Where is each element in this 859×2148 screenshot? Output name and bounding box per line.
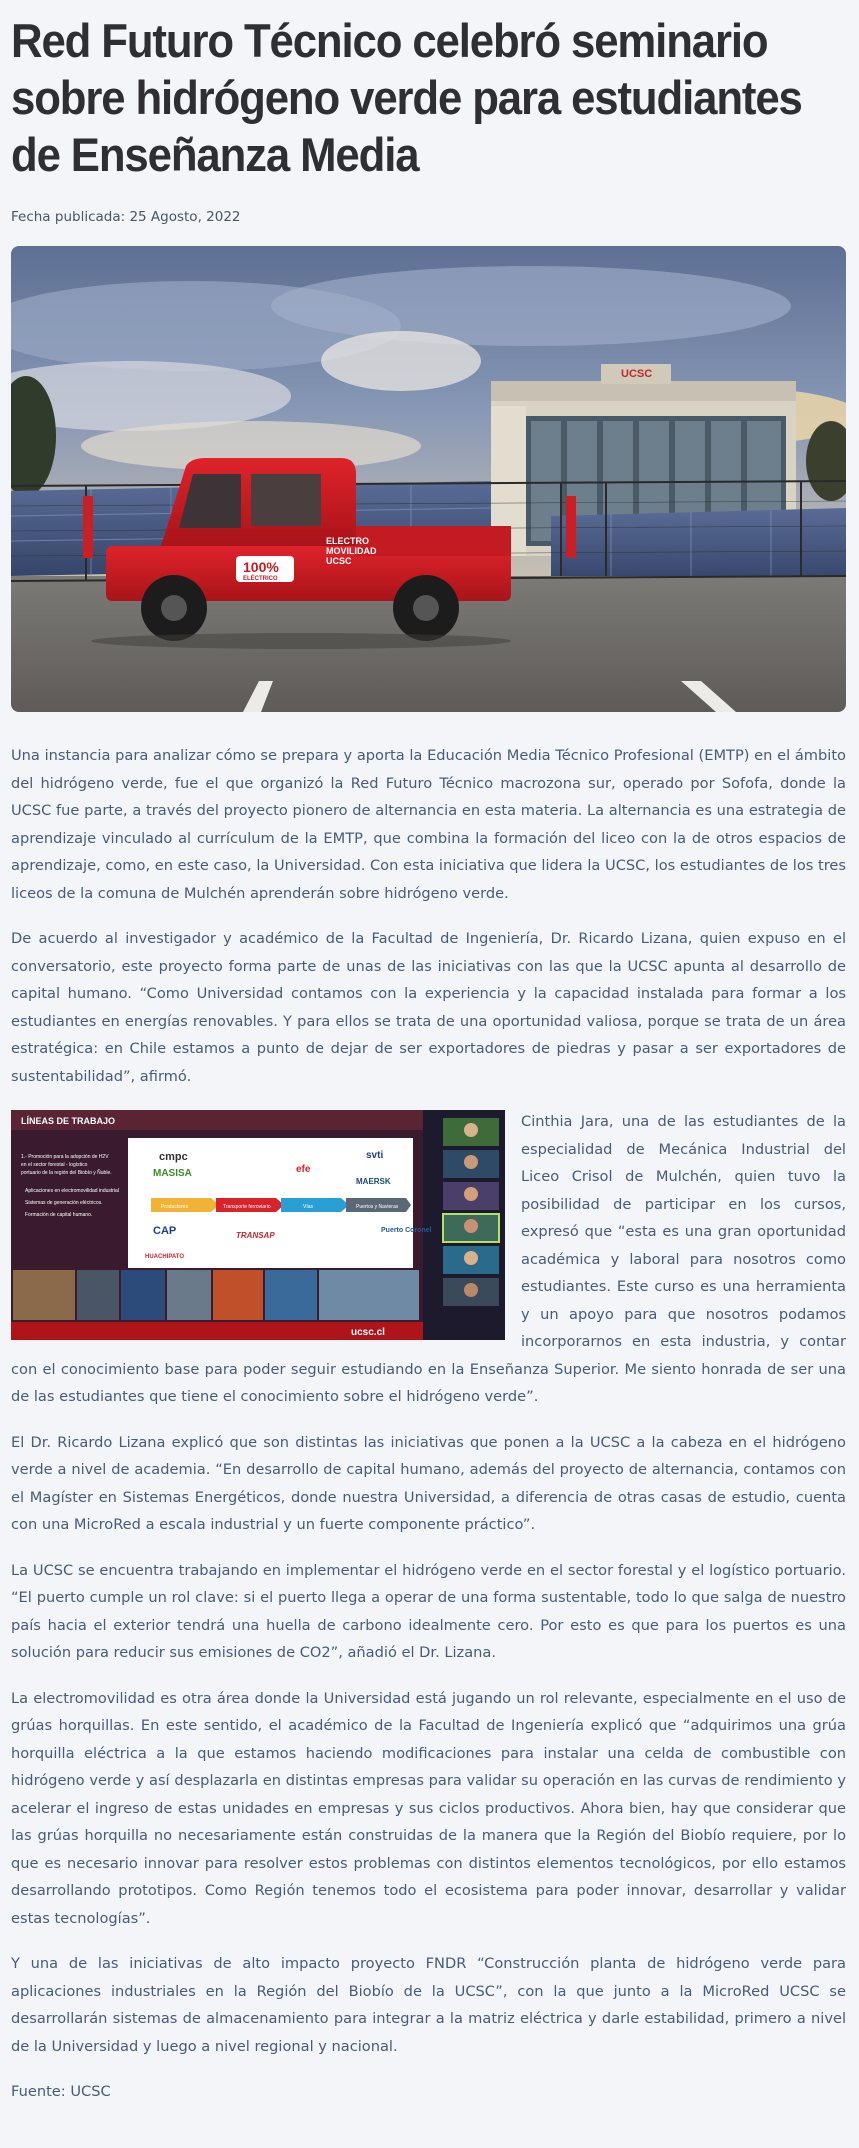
truck-badge-sub: ELÉCTRICO <box>243 576 278 582</box>
slide-title: LÍNEAS DE TRABAJO <box>21 1116 116 1126</box>
logo-cmpc: cmpc <box>159 1151 188 1163</box>
paragraph: Y una de las iniciativas de alto impacto proyecto FNDR “Construcción planta de hidrógeno verde para aplicaciones industriales en la Región del Biobío de la UCSC”, con la que junto a la MicroRed UCSC se desarrollarán sistemas de almacenamiento para integrar a la matriz eléctrica y darle estabilidad, primero a nivel de la Universidad y luego a nivel regional y nacional. <box>11 1955 846 2055</box>
truck-badge: 100% <box>243 559 279 575</box>
webinar-screenshot-image <box>11 1110 505 1340</box>
logo-puerto-coronel: Puerto Coronel <box>381 1227 432 1234</box>
logo-transap: TRANSAP <box>236 1231 275 1240</box>
hero-image <box>11 246 846 712</box>
flow-step-4: Puertos y Navieras <box>356 1204 399 1210</box>
slide-footer-site: ucsc.cl <box>351 1327 385 1338</box>
truck-text-2: MOVILIDAD <box>326 546 377 556</box>
slide-item-1-cont: en el sector forestal - logístico <box>21 1162 88 1168</box>
paragraph: La UCSC se encuentra trabajando en implementar el hidrógeno verde en el sector forestal y el logístico portuario. “El puerto cumple un rol clave: si el puerto llega a operar de una forma sustentable, todo lo que salga de nuestro país hacia el exterior tendrá una huella de carbono idealmente cero. Por esto es que para los puertos es una solución para reducir sus emisiones de CO2”, añadió el Dr. Lizana. <box>11 1561 846 1661</box>
logo-svti: svti <box>366 1150 384 1161</box>
logo-masisa: MASISA <box>153 1168 192 1179</box>
logo-huachipato: HUACHIPATO <box>145 1254 184 1260</box>
article-title: Red Futuro Técnico celebró seminario sobre hidrógeno verde para estudiantes de Enseñanza Media <box>11 14 802 181</box>
logo-cap: CAP <box>153 1225 177 1237</box>
building-sign: UCSC <box>621 368 653 380</box>
slide-bullet-2: Sistemas de generación eléctricos. <box>25 1200 103 1206</box>
slide-item-1-cont2: portuario de la región del Biobío y Ñuble. <box>21 1170 112 1176</box>
logo-efe: efe <box>296 1164 311 1175</box>
slide-bullet-1: Aplicaciones en electromovilidad industrial <box>25 1188 119 1194</box>
flow-step-1: Productores <box>161 1204 188 1210</box>
article-body <box>11 742 846 2106</box>
logo-maersk: MAERSK <box>356 1177 391 1186</box>
paragraph: Cinthia Jara, una de las estudiantes de la especialidad de Mecánica Industrial del Liceo Crisol de Mulchén, quien tuvo la posibilidad de participar en los cursos, expresó que “esta es una gran oportunidad académica y laboral para nosotros como estudiantes. Este curso es una herramienta y un apoyo para que nosotros podamos incorporarnos en esta industria, y contar con el conocimiento base para poder seguir estudiando en la Enseñanza Superior. Me siento honrada de ser una de las estudiantes que tiene el conocimiento sobre el hidrógeno verde”. <box>11 1113 846 1405</box>
paragraph: La electromovilidad es otra área donde la Universidad está jugando un rol relevante, especialmente en el uso de grúas horquillas. En este sentido, el académico de la Facultad de Ingeniería explicó que “adquirimos una grúa horquilla eléctrica a la que estamos haciendo modificaciones para instalar una celda de combustible con hidrógeno verde y así desplazarla en distintas empresas para validar su operación en las curvas de rendimiento y acelerar el ingreso de estas unidades en empresas y sus ciclos productivos. Ahora bien, hay que considerar que las grúas horquilla no necesariamente están construidas de la manera que la Región del Biobío requiere, por lo que es necesario innovar para resolver estos problemas con distintos elementos tecnológicos, por ello estamos desarrollando prototipos. Como Región tenemos todo el ecosistema para poder innovar, desarrollar y validar estas tecnologías”. <box>11 1689 846 1927</box>
paragraph: Una instancia para analizar cómo se prepara y aporta la Educación Media Técnico Profesional (EMTP) en el ámbito del hidrógeno verde, fue el que organizó la Red Futuro Técnico macrozona sur, operado por Sofofa, donde la UCSC fue parte, a través del proyecto pionero de alternancia en esta materia. La alternancia es una estrategia de aprendizaje vinculado al currículum de la EMTP, que combina la formación del liceo con la de otros espacios de aprendizaje, como, en este caso, la Universidad. Con esta iniciativa que lidera la UCSC, los estudiantes de los tres liceos de la comuna de Mulchén aprenderán sobre hidrógeno verde. <box>11 747 846 902</box>
truck-text-1: ELECTRO <box>326 536 370 546</box>
truck-text-3: UCSC <box>326 556 352 566</box>
slide-bullet-3: Formación de capital humano. <box>25 1212 93 1218</box>
paragraph: El Dr. Ricardo Lizana explicó que son distintas las iniciativas que ponen a la UCSC a la cabeza en el hidrógeno verde a nivel de academia. “En desarrollo de capital humano, además del proyecto de alternancia, contamos con el Magíster en Sistemas Energéticos, donde nuestra Universidad, a diferencia de otras casas de estudio, cuenta con una MicroRed a escala industrial y un fuerte componente práctico”. <box>11 1433 846 1533</box>
flow-step-3: Vías <box>303 1204 314 1210</box>
paragraph: De acuerdo al investigador y académico de la Facultad de Ingeniería, Dr. Ricardo Lizana, quien expuso en el conversatorio, este proyecto forma parte de unas de las iniciativas con las que la UCSC apunta al desarrollo de capital humano. “Como Universidad contamos con la experiencia y la capacidad instalada para formar a los estudiantes en energías renovables. Y para ellos se trata de una oportunidad valiosa, porque se trata de un área estratégica: en Chile estamos a punto de dejar de ser exportadores de piedras y pasar a ser exportadores de sustentabilidad”, afirmó. <box>11 930 846 1085</box>
article-source: Fuente: UCSC <box>11 2083 111 2100</box>
published-date: Fecha publicada: 25 Agosto, 2022 <box>11 209 241 225</box>
slide-item-1: 1.- Promoción para la adopción de H2V <box>21 1154 109 1160</box>
flow-step-2: Transporte ferroviario <box>223 1204 271 1210</box>
